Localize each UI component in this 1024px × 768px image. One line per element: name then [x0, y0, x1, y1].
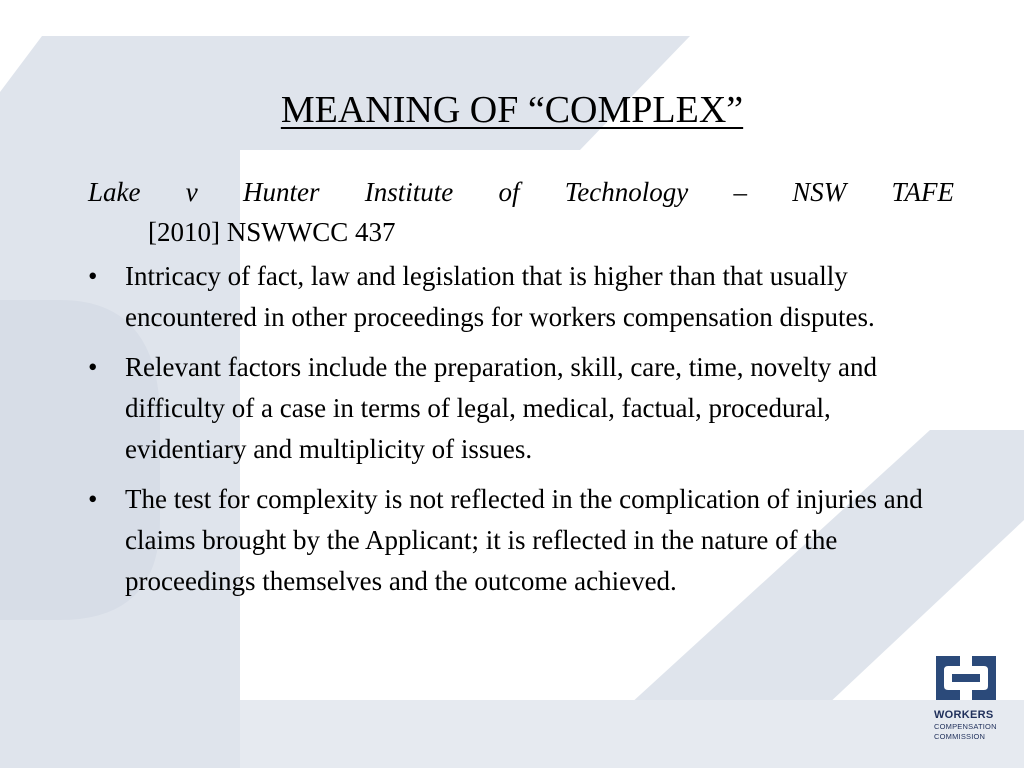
bullet-dot-icon: • [88, 484, 98, 514]
bullet-item-2 [88, 347, 954, 470]
bullet-dot-icon: • [88, 261, 98, 291]
workers-compensation-commission-logo [926, 652, 1006, 740]
bullet-dot-icon: • [88, 352, 98, 382]
bullet-text-3: The test for complexity is not reflected in the complication of injuries and claims brought by the Applicant; it is reflected in the nature of the proceedings themselves and the outcome achieved. [125, 484, 923, 596]
slide-content [88, 172, 954, 611]
bullet-list [88, 256, 954, 602]
bullet-text-2: Relevant factors include the preparation, skill, care, time, novelty and difficulty of a case in terms of legal, medical, factual, procedural, evidentiary and multiplicity of issues. [125, 352, 877, 464]
logo-line-compensation: COMPENSATION [934, 722, 997, 731]
logo-line-workers: WORKERS [934, 709, 994, 721]
slide-title [0, 86, 1024, 134]
case-name: Lake v Hunter Institute of Technology – NSW TAFE [88, 177, 954, 207]
case-citation: [2010] NSWWCC 437 [148, 217, 396, 247]
wcc-logo-icon [934, 652, 998, 704]
bullet-item-1 [88, 256, 954, 338]
bullet-text-1: Intricacy of fact, law and legislation that is higher than that usually encountered in other proceedings for workers compensation disputes. [125, 261, 875, 332]
bullet-item-3 [88, 479, 954, 602]
slide-title-text: MEANING OF “COMPLEX” [280, 89, 744, 131]
logo-text [926, 710, 1006, 740]
logo-line-commission: COMMISSION [934, 731, 986, 741]
